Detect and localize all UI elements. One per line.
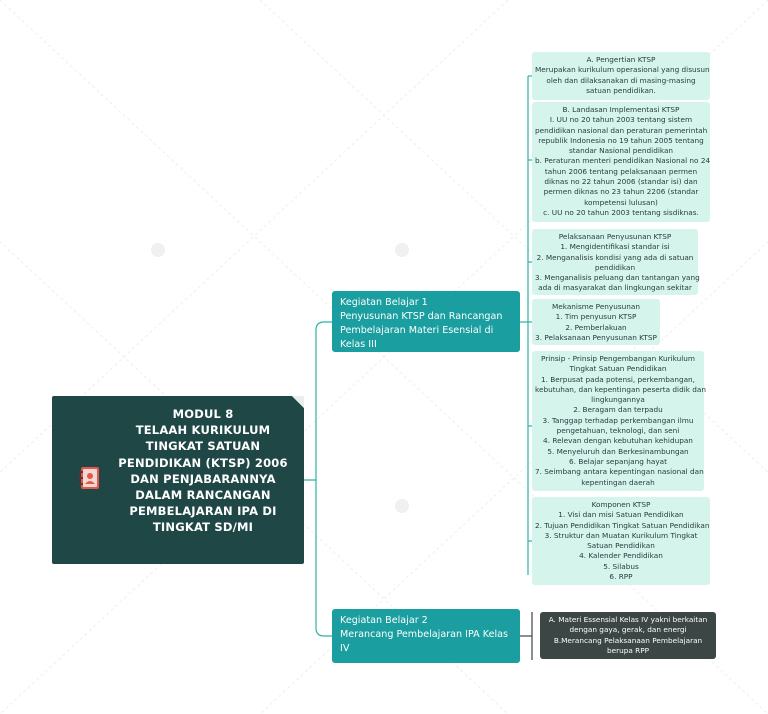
leaf-line: c. UU no 20 tahun 2003 tentang sisdiknas. (543, 207, 699, 217)
leaf-line: 5. Menyeluruh dan Berkesinambungan (547, 446, 689, 456)
leaf-line: pengetahuan, teknologi, dan seni (556, 426, 680, 436)
branch-line: IV (340, 643, 350, 654)
leaf-line: dengan gaya, gerak, dan energi (569, 625, 687, 635)
root-title-line: DAN PENJABARANNYA (130, 471, 276, 486)
leaf-line: kompetensi lulusan) (584, 197, 658, 207)
notebook-icon (79, 466, 101, 490)
leaf-komponen-ktsp[interactable] (532, 497, 710, 585)
leaf-line: 2. Beragam dan terpadu (573, 405, 663, 415)
leaf-line: 1. Visi dan misi Satuan Pendidikan (558, 510, 684, 520)
leaf-line: 2. Pemberlakuan (565, 322, 627, 332)
leaf-line: 5. Silabus (603, 561, 639, 571)
leaf-landasan-implementasi[interactable] (532, 102, 710, 222)
branch-line: Kegiatan Belajar 2 (340, 615, 428, 626)
root-title-line: TELAAH KURIKULUM (135, 423, 271, 438)
root-title-line: MODUL 8 (172, 407, 234, 421)
leaf-line: pendidikan (594, 262, 636, 272)
leaf-line: B. Landasan Implementasi KTSP (562, 105, 680, 114)
leaf-line: 2. Tujuan Pendidikan Tingkat Satuan Pendidikan (535, 520, 710, 530)
leaf-line: Mekanisme Penyusunan (551, 302, 641, 311)
leaf-line: 2. Menganalisis kondisi yang ada di satuan (536, 252, 694, 262)
leaf-line: standar Nasional pendidikan (568, 146, 674, 156)
leaf-line: 3. Pelaksanaan Penyusunan KTSP (535, 332, 657, 342)
leaf-line: oleh dan dilaksanakan di masing-masing (546, 75, 696, 85)
branch-line: Merancang Pembelajaran IPA Kelas (340, 629, 509, 640)
leaf-line: A. Pengertian KTSP (586, 55, 656, 64)
leaf-line: Satuan Pendidikan (587, 541, 655, 551)
root-title-line: PENDIDIKAN (KTSP) 2006 (118, 455, 288, 470)
leaf-line: 1. Berpusat pada potensi, perkembangan, (540, 374, 695, 384)
leaf-line: Komponen KTSP (591, 500, 651, 509)
leaf-line: Pelaksanaan Penyusunan KTSP (558, 232, 672, 241)
leaf-line: 4. Relevan dengan kebutuhan kehidupan (543, 436, 693, 446)
branch-kegiatan-belajar-1[interactable] (332, 291, 520, 352)
leaf-line: Merupakan kurikulum operasional yang disusun (535, 65, 710, 75)
leaf-line: Prinsip - Prinsip Pengembangan Kurikulum (540, 354, 696, 363)
leaf-line: diknas no 22 tahun 2006 (standar isi) dan (544, 177, 698, 187)
leaf-line: 1. Mengidentifikasi standar isi (560, 242, 670, 252)
leaf-pelaksanaan-penyusunan[interactable] (532, 229, 698, 295)
root-title-line: PEMBELAJARAN IPA DI (129, 504, 277, 519)
leaf-line: 6. Belajar sepanjang hayat (569, 456, 667, 466)
leaf-line: 6. RPP (609, 572, 633, 582)
branch-kegiatan-belajar-2[interactable] (332, 609, 520, 663)
leaf-pengertian-ktsp[interactable] (532, 52, 710, 100)
leaf-line: I. UU no 20 tahun 2003 tentang sistem (549, 115, 693, 125)
leaf-line: berupa RPP (606, 645, 650, 655)
root-title-line: TINGKAT SD/MI (152, 520, 254, 535)
leaf-line: kebutuhan, dan kepentingan peserta didik dan (535, 384, 707, 394)
root-title-line: DALAM RANCANGAN (135, 488, 271, 503)
leaf-line: 3. Struktur dan Muatan Kurikulum Tingkat (544, 530, 698, 540)
leaf-line: ada di masyarakat dan lingkungan sekitar (538, 283, 692, 293)
leaf-materi-essensial[interactable] (540, 612, 716, 659)
leaf-prinsip-pengembangan[interactable] (532, 351, 707, 491)
leaf-line: b. Peraturan menteri pendidikan Nasional no 24 (535, 156, 711, 166)
root-title-line: TINGKAT SATUAN (145, 439, 261, 454)
root-topic[interactable] (52, 396, 304, 564)
branch-line: Kegiatan Belajar 1 (340, 297, 428, 308)
leaf-line: republik Indonesia no 19 tahun 2005 tentang (538, 135, 704, 145)
leaf-line: satuan pendidikan. (586, 85, 656, 95)
leaf-line: B.Merancang Pelaksanaan Pembelajaran (553, 635, 703, 645)
leaf-line: A. Materi Essensial Kelas IV yakni berkaitan (548, 615, 708, 624)
leaf-line: kepentingan daerah (581, 477, 655, 487)
leaf-line: tahun 2006 tentang pelaksanaan permen (544, 166, 698, 176)
branch-line: Pembelajaran Materi Esensial di (340, 325, 494, 336)
leaf-mekanisme-penyusunan[interactable] (532, 299, 660, 345)
leaf-line: 3. Menganalisis peluang dan tantangan yang (535, 273, 700, 283)
leaf-line: Tingkat Satuan Pendidikan (569, 364, 667, 374)
leaf-line: 4. Kalender Pendidikan (579, 551, 663, 561)
leaf-line: 3. Tanggap terhadap perkembangan ilmu (542, 415, 694, 425)
root-title (110, 406, 296, 536)
leaf-line: pendidikan nasional dan peraturan pemerintah (535, 125, 708, 135)
leaf-line: permen diknas no 23 tahun 2206 (standar (543, 187, 699, 197)
leaf-line: lingkungannya (591, 395, 645, 405)
leaf-line: 1. Tim penyusun KTSP (555, 312, 637, 322)
branch-line: Penyusunan KTSP dan Rancangan (340, 311, 503, 322)
leaf-line: 7. Seimbang antara kepentingan nasional dan (535, 467, 704, 477)
branch-line: Kelas III (340, 339, 377, 350)
